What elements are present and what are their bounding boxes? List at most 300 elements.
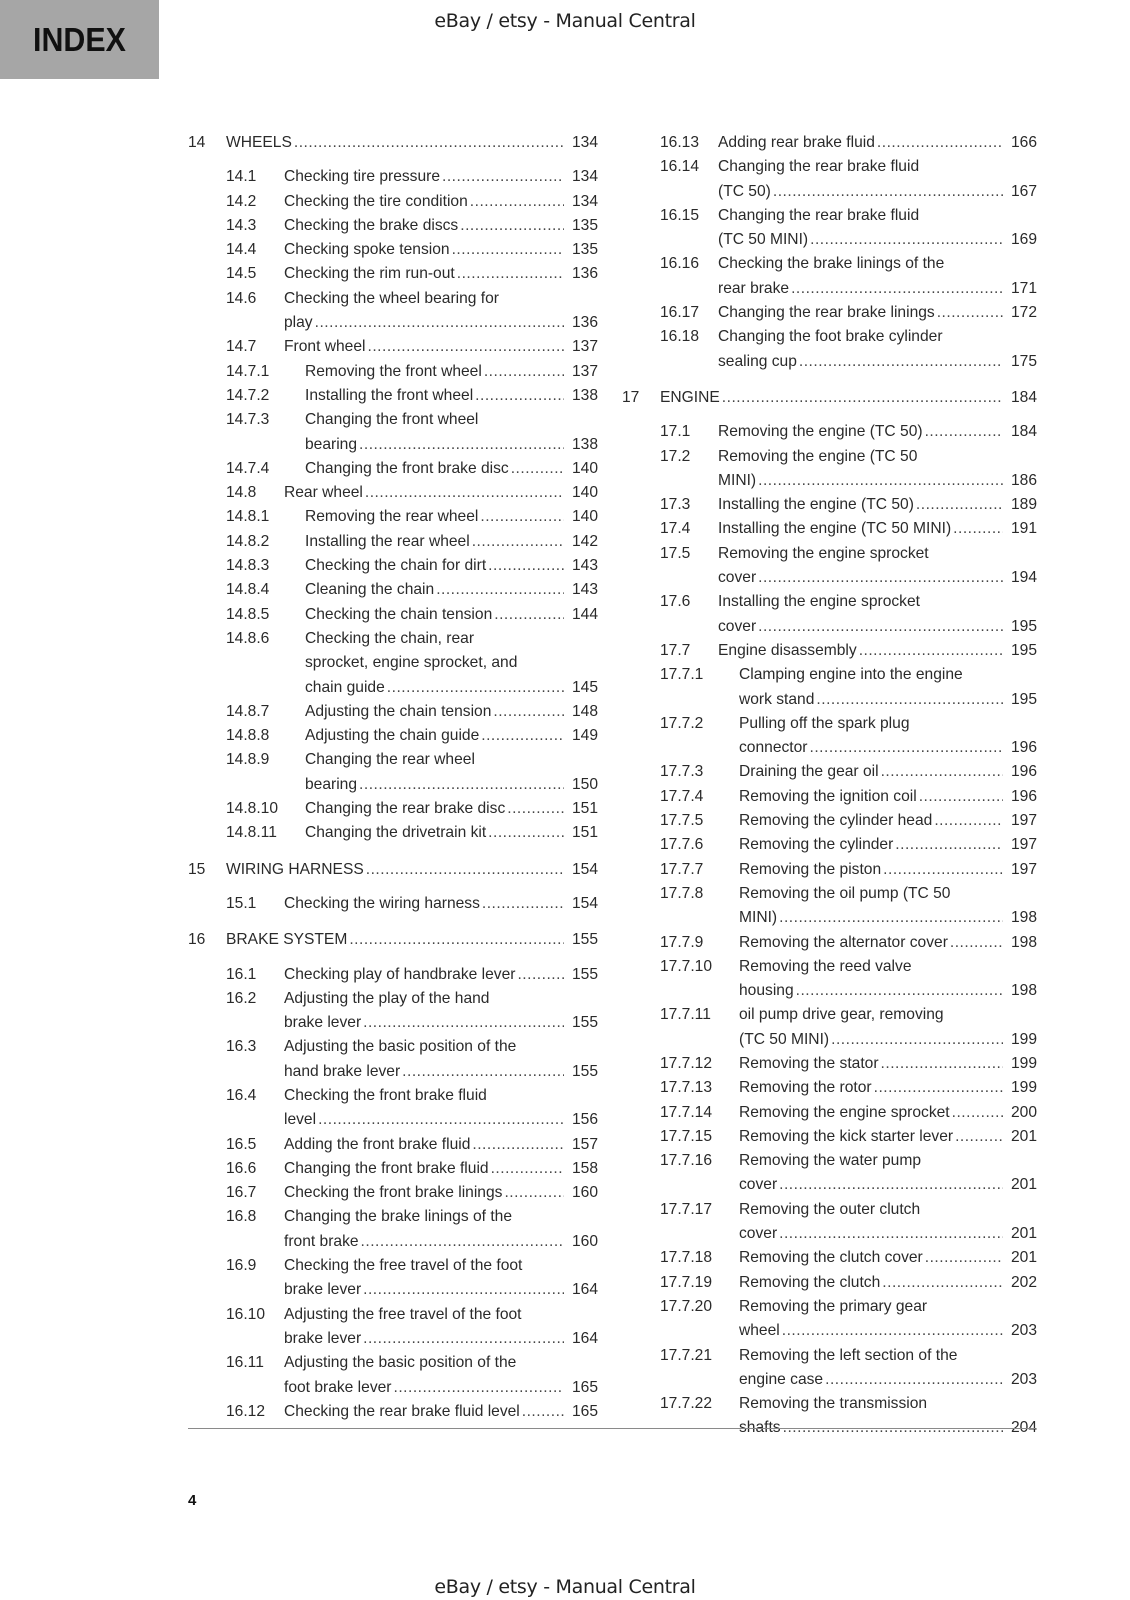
toc-entry-title-line: Checking the free travel of the foot	[284, 1257, 523, 1275]
toc-entry-number: 15	[188, 860, 206, 878]
dot-leader	[488, 821, 564, 845]
toc-page-number: 160	[571, 1232, 598, 1250]
toc-entry[interactable]	[188, 190, 598, 214]
toc-entry[interactable]	[188, 892, 598, 916]
toc-entry[interactable]	[622, 663, 1037, 712]
dot-leader	[488, 554, 564, 578]
dot-leader	[816, 688, 1003, 712]
toc-entry-title: Adjusting the chain guide	[305, 727, 480, 745]
dot-leader	[472, 530, 564, 554]
toc-entry-number: 16.7	[226, 1184, 257, 1202]
toc-entry-number: 17.7.6	[660, 836, 704, 854]
toc-entry-number: 16.6	[226, 1159, 257, 1177]
toc-entry-title: cover	[739, 1225, 778, 1243]
toc-page-number: 201	[1010, 1176, 1037, 1194]
toc-entry-title: Checking the brake discs	[284, 216, 459, 234]
toc-entry[interactable]	[188, 481, 598, 505]
toc-entry-number: 17.7	[660, 641, 691, 659]
toc-entry[interactable]	[188, 987, 598, 1036]
toc-entry-title: Removing the engine sprocket	[739, 1103, 950, 1121]
toc-entry-number: 14.7.2	[226, 386, 270, 404]
toc-entry-title: WIRING HARNESS	[226, 860, 364, 878]
toc-entry[interactable]	[622, 301, 1037, 325]
toc-entry[interactable]	[188, 262, 598, 286]
toc-entry-number: 17.7.9	[660, 933, 704, 951]
toc-entry[interactable]	[622, 712, 1037, 761]
toc-entry[interactable]	[188, 384, 598, 408]
dot-leader	[363, 1011, 564, 1035]
toc-entry[interactable]	[188, 700, 598, 724]
toc-page-number: 165	[571, 1402, 598, 1420]
toc-entry-title: cover	[718, 617, 757, 635]
toc-page-number: 203	[1010, 1322, 1037, 1340]
toc-entry[interactable]	[622, 1295, 1037, 1344]
toc-entry-title: Changing the front brake fluid	[284, 1159, 489, 1177]
toc-page-number: 203	[1010, 1370, 1037, 1388]
toc-entry[interactable]	[188, 1157, 598, 1181]
toc-page-number: 191	[1010, 520, 1037, 538]
toc-entry-number: 16.2	[226, 989, 257, 1007]
toc-entry-title: bearing	[305, 775, 358, 793]
toc-entry-title-line: Removing the transmission	[739, 1395, 928, 1413]
toc-entry-title: Removing the cylinder	[739, 836, 894, 854]
toc-chapter[interactable]	[188, 131, 598, 155]
toc-entry-number: 16.13	[660, 134, 700, 151]
toc-entry-title: Removing the rear wheel	[305, 508, 479, 526]
toc-page-number: 155	[571, 1062, 598, 1080]
toc-page-number: 189	[1010, 496, 1037, 514]
toc-entry-number: 14.7.4	[226, 459, 270, 477]
toc-entry[interactable]	[622, 420, 1037, 444]
toc-page-number: 204	[1010, 1419, 1037, 1437]
dot-leader	[782, 1319, 1003, 1343]
toc-entry-number: 14.8.7	[226, 702, 270, 720]
toc-entry-title: Removing the clutch cover	[739, 1249, 923, 1267]
toc-entry[interactable]	[188, 1400, 598, 1424]
toc-page-number: 150	[571, 775, 598, 793]
toc-entry[interactable]	[188, 821, 598, 845]
dot-leader	[919, 785, 1003, 809]
dot-leader	[779, 1222, 1003, 1246]
toc-page-number: 186	[1010, 471, 1037, 489]
toc-entry-number: 17.1	[660, 423, 691, 441]
toc-entry-title-line: Changing the rear brake fluid	[718, 158, 920, 176]
toc-page-number: 194	[1010, 569, 1037, 587]
dot-leader	[859, 639, 1003, 663]
dot-leader	[779, 1173, 1003, 1197]
toc-entry[interactable]	[188, 797, 598, 821]
dot-leader	[457, 262, 564, 286]
toc-entry-title: ENGINE	[660, 388, 720, 406]
toc-entry-title-line: Removing the engine sprocket	[718, 544, 929, 562]
toc-entry-title: Adjusting the chain tension	[305, 702, 492, 720]
toc-entry[interactable]	[622, 445, 1037, 494]
toc-left-column	[188, 131, 598, 1424]
toc-entry[interactable]	[622, 1076, 1037, 1100]
toc-entry[interactable]	[188, 1351, 598, 1400]
toc-entry[interactable]	[622, 155, 1037, 204]
toc-entry[interactable]	[188, 1035, 598, 1084]
toc-entry[interactable]	[622, 1271, 1037, 1295]
toc-entry-title: cover	[739, 1176, 778, 1194]
toc-page-number: 166	[1010, 134, 1037, 151]
toc-entry[interactable]	[188, 214, 598, 238]
toc-entry[interactable]	[188, 457, 598, 481]
toc-page-number: 155	[571, 965, 598, 983]
toc-page-number: 167	[1010, 182, 1037, 200]
dot-leader	[460, 214, 564, 238]
toc-entry-title: brake lever	[284, 1329, 362, 1347]
toc-entry[interactable]	[188, 505, 598, 529]
toc-entry-number: 17.7.21	[660, 1346, 713, 1364]
dot-leader	[511, 457, 564, 481]
toc-entry-title: chain guide	[305, 678, 385, 696]
toc-entry-title: BRAKE SYSTEM	[226, 931, 348, 949]
toc-entry-title: brake lever	[284, 1281, 362, 1299]
dot-leader	[452, 238, 564, 262]
dot-leader	[874, 1076, 1003, 1100]
toc-entry[interactable]	[622, 1149, 1037, 1198]
dot-leader	[402, 1060, 564, 1084]
toc-entry[interactable]	[188, 963, 598, 987]
toc-entry[interactable]	[622, 1198, 1037, 1247]
toc-entry-number: 14.8.1	[226, 508, 270, 526]
toc-entry-number: 17	[622, 388, 640, 406]
toc-entry[interactable]	[622, 542, 1037, 591]
toc-entry-number: 17.7.22	[660, 1395, 713, 1413]
toc-entry-title: rear brake	[718, 279, 790, 297]
toc-entry[interactable]	[622, 325, 1037, 374]
toc-entry[interactable]	[188, 287, 598, 336]
toc-entry[interactable]	[622, 252, 1037, 301]
toc-entry[interactable]	[622, 639, 1037, 663]
toc-entry-number: 14.8	[226, 484, 257, 502]
toc-entry-number: 14.7.1	[226, 362, 270, 380]
toc-page-number: 200	[1010, 1103, 1037, 1121]
dot-leader	[361, 1230, 564, 1254]
toc-entry-number: 17.7.12	[660, 1054, 713, 1072]
toc-entry-title: Removing the front wheel	[305, 362, 482, 380]
dot-leader	[318, 1108, 564, 1132]
dot-leader	[507, 797, 564, 821]
toc-entry[interactable]	[622, 493, 1037, 517]
toc-entry-number: 14.8.9	[226, 751, 270, 769]
toc-page-number: 171	[1010, 279, 1037, 297]
dot-leader	[393, 1376, 564, 1400]
toc-entry-title: hand brake lever	[284, 1062, 401, 1080]
dot-leader	[472, 1133, 564, 1157]
toc-entry-title-line: Adjusting the basic position of the	[284, 1038, 517, 1056]
toc-page-number: 142	[571, 532, 598, 550]
toc-entry[interactable]	[188, 554, 598, 578]
toc-entry-number: 14.2	[226, 192, 257, 210]
toc-entry-title: Changing the front brake disc	[305, 459, 509, 477]
toc-entry-title: cover	[718, 569, 757, 587]
toc-chapter[interactable]	[188, 858, 598, 882]
toc-page-number: 137	[571, 362, 598, 380]
toc-page-number: 136	[571, 265, 598, 283]
toc-entry-number: 17.7.7	[660, 860, 704, 878]
toc-entry[interactable]	[188, 603, 598, 627]
toc-entry-number: 17.2	[660, 447, 691, 465]
dot-leader	[475, 384, 564, 408]
dot-leader	[825, 1368, 1003, 1392]
toc-entry-title: foot brake lever	[284, 1378, 392, 1396]
toc-entry-number: 14.8.6	[226, 629, 270, 647]
toc-entry-title: Draining the gear oil	[739, 763, 879, 781]
toc-entry-title: work stand	[739, 690, 815, 708]
dot-leader	[937, 301, 1003, 325]
toc-page-number: 145	[571, 678, 598, 696]
toc-entry[interactable]	[188, 1084, 598, 1133]
toc-entry[interactable]	[622, 955, 1037, 1004]
toc-entry-title: Checking tire pressure	[284, 168, 441, 186]
toc-entry-number: 16.18	[660, 328, 700, 346]
toc-entry-number: 17.7.17	[660, 1200, 713, 1218]
toc-page-number: 199	[1010, 1054, 1037, 1072]
toc-entry-title-line: Adjusting the free travel of the foot	[284, 1305, 522, 1323]
toc-entry-title: sealing cup	[718, 352, 797, 370]
dot-leader	[363, 1278, 564, 1302]
toc-entry-title: Checking the chain tension	[305, 605, 493, 623]
toc-entry[interactable]	[188, 360, 598, 384]
dot-leader	[365, 481, 564, 505]
toc-entry[interactable]	[622, 204, 1037, 253]
dot-leader	[877, 131, 1003, 155]
toc-entry-title-line: Removing the outer clutch	[739, 1200, 921, 1218]
toc-entry-title-line: Checking the wheel bearing for	[284, 289, 499, 307]
toc-entry-number: 16.9	[226, 1257, 257, 1275]
page-number: 4	[188, 1492, 197, 1509]
toc-entry[interactable]	[188, 408, 598, 457]
toc-entry-number: 17.6	[660, 593, 691, 611]
toc-entry[interactable]	[188, 335, 598, 359]
toc-entry[interactable]	[622, 131, 1037, 155]
toc-page-number: 172	[1010, 304, 1037, 322]
toc-entry-number: 16.14	[660, 158, 700, 176]
toc-entry-number: 16.1	[226, 965, 257, 983]
toc-entry-number: 17.7.2	[660, 714, 704, 732]
dot-leader	[470, 190, 564, 214]
toc-entry-title: Removing the stator	[739, 1054, 879, 1072]
toc-entry-number: 16.17	[660, 304, 700, 322]
toc-entry[interactable]	[188, 1205, 598, 1254]
toc-entry-number: 16.16	[660, 255, 700, 273]
toc-entry[interactable]	[622, 1392, 1037, 1441]
toc-page-number: 199	[1010, 1079, 1037, 1097]
dot-leader	[953, 517, 1003, 541]
toc-page-number: 184	[1010, 423, 1037, 441]
toc-page-number: 154	[571, 860, 598, 878]
toc-entry[interactable]	[622, 882, 1037, 931]
toc-page-number: 202	[1010, 1273, 1037, 1291]
dot-leader	[722, 386, 1003, 410]
toc-entry-number: 17.7.14	[660, 1103, 713, 1121]
toc-entry-title: Installing the engine (TC 50)	[718, 496, 914, 514]
toc-page-number: 155	[571, 1014, 598, 1032]
toc-entry[interactable]	[188, 627, 598, 700]
toc-entry-title-line: Changing the rear wheel	[305, 751, 475, 769]
toc-entry-title: brake lever	[284, 1014, 362, 1032]
toc-entry[interactable]	[188, 165, 598, 189]
toc-entry-number: 17.7.13	[660, 1079, 713, 1097]
dot-leader	[831, 1028, 1003, 1052]
toc-page-number: 151	[571, 800, 598, 818]
toc-entry[interactable]	[188, 1181, 598, 1205]
toc-page-number: 184	[1010, 388, 1037, 406]
toc-entry-number: 14.6	[226, 289, 257, 307]
toc-page-number: 158	[571, 1159, 598, 1177]
toc-page-number: 134	[571, 168, 598, 186]
dot-leader	[881, 1052, 1003, 1076]
toc-entry-title-line: Removing the primary gear	[739, 1297, 928, 1315]
toc-entry-title: Checking the front brake linings	[284, 1184, 503, 1202]
toc-entry-title: bearing	[305, 435, 358, 453]
toc-page-number: 140	[571, 459, 598, 477]
toc-entry-title: Checking the chain for dirt	[305, 557, 487, 575]
toc-entry[interactable]	[622, 1125, 1037, 1149]
dot-leader	[809, 736, 1003, 760]
toc-page-number: 197	[1010, 836, 1037, 854]
dot-leader	[925, 420, 1003, 444]
toc-entry-number: 14.7.3	[226, 411, 270, 429]
dot-leader	[349, 928, 564, 952]
toc-entry-title-line: Changing the front wheel	[305, 411, 479, 429]
dot-leader	[359, 433, 564, 457]
toc-entry[interactable]	[188, 724, 598, 748]
toc-entry[interactable]	[622, 1052, 1037, 1076]
dot-leader	[517, 963, 564, 987]
toc-entry-title: Changing the drivetrain kit	[305, 824, 487, 842]
toc-entry[interactable]	[622, 1246, 1037, 1270]
toc-entry-title-line: Removing the reed valve	[739, 957, 912, 975]
toc-page-number: 199	[1010, 1030, 1037, 1048]
dot-leader	[367, 335, 564, 359]
toc-entry-title: engine case	[739, 1370, 824, 1388]
toc-entry-title: Checking the wiring harness	[284, 894, 480, 912]
toc-entry-title: Installing the rear wheel	[305, 532, 470, 550]
toc-page-number: 151	[571, 824, 598, 842]
toc-entry[interactable]	[622, 931, 1037, 955]
toc-entry-title: Removing the piston	[739, 860, 882, 878]
dot-leader	[883, 858, 1003, 882]
toc-entry-title: Engine disassembly	[718, 641, 857, 659]
toc-entry[interactable]	[622, 833, 1037, 857]
toc-page-number: 140	[571, 508, 598, 526]
toc-entry[interactable]	[188, 1303, 598, 1352]
toc-entry-number: 14.8.4	[226, 581, 270, 599]
toc-entry-title: Rear wheel	[284, 484, 363, 502]
toc-entry-number: 17.7.18	[660, 1249, 713, 1267]
toc-page-number: 196	[1010, 739, 1037, 757]
toc-entry[interactable]	[622, 1003, 1037, 1052]
toc-page-number: 138	[571, 386, 598, 404]
toc-chapter[interactable]	[188, 928, 598, 952]
toc-entry-number: 14.4	[226, 241, 257, 259]
dot-leader	[916, 493, 1003, 517]
toc-entry-number: 16.10	[226, 1305, 266, 1323]
toc-entry-number: 17.7.16	[660, 1152, 713, 1170]
toc-page-number: 155	[571, 931, 598, 949]
toc-page-number: 164	[571, 1281, 598, 1299]
toc-entry-number: 17.7.4	[660, 787, 704, 805]
toc-page-number: 196	[1010, 763, 1037, 781]
toc-entry-title: Removing the cylinder head	[739, 812, 933, 830]
dot-leader	[773, 180, 1003, 204]
toc-entry-title: Front wheel	[284, 338, 366, 356]
toc-entry-number: 16.15	[660, 206, 700, 224]
toc-entry-title: Removing the engine (TC 50)	[718, 423, 923, 441]
toc-entry[interactable]	[188, 238, 598, 262]
toc-entry-title: Checking spoke tension	[284, 241, 450, 259]
toc-entry[interactable]	[188, 1254, 598, 1303]
dot-leader	[925, 1246, 1003, 1270]
toc-page-number: 197	[1010, 812, 1037, 830]
toc-entry-number: 16.8	[226, 1208, 257, 1226]
dot-leader	[482, 892, 564, 916]
toc-entry-title: Adding rear brake fluid	[718, 134, 875, 151]
dot-leader	[791, 277, 1003, 301]
toc-page-number: 160	[571, 1184, 598, 1202]
toc-entry-number: 17.7.5	[660, 812, 704, 830]
toc-entry[interactable]	[622, 809, 1037, 833]
toc-entry[interactable]	[622, 517, 1037, 541]
toc-entry-title-line: Checking the front brake fluid	[284, 1086, 487, 1104]
toc-entry-title: Installing the engine (TC 50 MINI)	[718, 520, 952, 538]
toc-entry[interactable]	[622, 1344, 1037, 1393]
toc-page-number: 140	[571, 484, 598, 502]
toc-entry[interactable]	[188, 578, 598, 602]
toc-entry[interactable]	[622, 590, 1037, 639]
toc-entry[interactable]	[622, 785, 1037, 809]
toc-entry[interactable]	[188, 1133, 598, 1157]
toc-entry-title-line: Changing the brake linings of the	[284, 1208, 512, 1226]
toc-entry-title-line: Removing the left section of the	[739, 1346, 958, 1364]
toc-entry[interactable]	[188, 748, 598, 797]
toc-entry-title-line: Changing the rear brake fluid	[718, 206, 920, 224]
toc-entry[interactable]	[188, 530, 598, 554]
toc-entry[interactable]	[622, 1101, 1037, 1125]
dot-leader	[442, 165, 564, 189]
toc-page-number: 143	[571, 581, 598, 599]
toc-page-number: 156	[571, 1111, 598, 1129]
toc-entry-title: Removing the rotor	[739, 1079, 872, 1097]
toc-entry-title: MINI)	[739, 909, 778, 927]
toc-entry-number: 14.1	[226, 168, 257, 186]
toc-entry-title: Removing the clutch	[739, 1273, 881, 1291]
dot-leader	[359, 773, 564, 797]
dot-leader	[796, 979, 1003, 1003]
dot-leader	[480, 505, 564, 529]
toc-entry-title: level	[284, 1111, 317, 1129]
toc-chapter[interactable]	[622, 386, 1037, 410]
toc-page-number: 135	[571, 241, 598, 259]
toc-entry-title-line: sprocket, engine sprocket, and	[305, 654, 518, 672]
dot-leader	[810, 228, 1003, 252]
toc-entry-title: Changing the rear brake linings	[718, 304, 935, 322]
toc-entry-title: Removing the kick starter lever	[739, 1127, 954, 1145]
toc-entry[interactable]	[622, 760, 1037, 784]
toc-entry-number: 17.7.10	[660, 957, 713, 975]
toc-page-number: 198	[1010, 982, 1037, 1000]
dot-leader	[934, 809, 1003, 833]
toc-page-number: 198	[1010, 933, 1037, 951]
toc-entry-number: 16.3	[226, 1038, 257, 1056]
toc-page-number: 138	[571, 435, 598, 453]
toc-entry-title: shafts	[739, 1419, 781, 1437]
toc-entry[interactable]	[622, 858, 1037, 882]
toc-entry-number: 14.8.2	[226, 532, 270, 550]
